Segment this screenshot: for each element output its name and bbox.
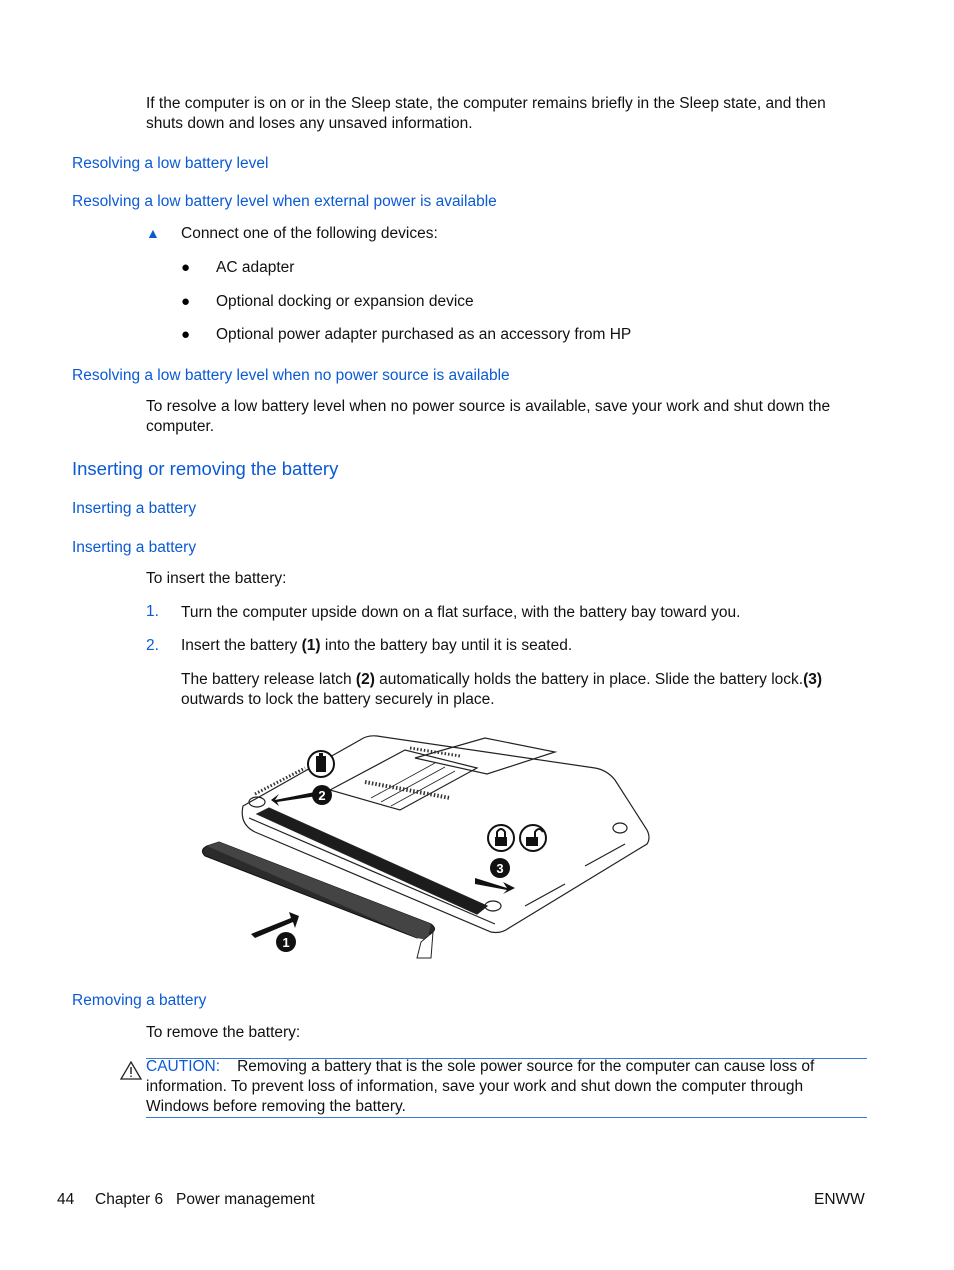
callout-2-label: 2 [318, 788, 326, 803]
callout-1 [276, 932, 296, 952]
no-power-line-1: To resolve a low battery level when no power source is available, save your work and shut down the [146, 398, 831, 415]
external-item-1: AC adapter [216, 259, 295, 276]
lock-icon [488, 825, 514, 851]
step-1-text: Turn the computer upside down on a flat surface, with the battery bay toward you. [181, 604, 741, 621]
triangle-bullet-icon: ▲ [146, 225, 160, 241]
external-item-2: Optional docking or expansion device [216, 293, 474, 310]
intro-line-2: shuts down and loses any unsaved information. [146, 115, 473, 132]
unlock-icon [520, 825, 546, 851]
step-2-text [181, 636, 572, 656]
step-2-note-line-2: outwards to lock the battery securely in place. [181, 691, 495, 708]
caution-rule-bottom [146, 1117, 867, 1118]
callout-2 [312, 785, 332, 805]
intro-line-1: If the computer is on or in the Sleep state, the computer remains briefly in the Sleep state, and then [146, 95, 826, 112]
caution-warning-icon [120, 1061, 142, 1080]
step-2-text-c: into the battery bay until it is seated. [320, 637, 573, 654]
lock-arrow-icon [475, 878, 515, 894]
external-lead: Connect one of the following devices: [181, 225, 438, 242]
heading-resolving-external: Resolving a low battery level when external power is available [72, 193, 497, 210]
step-2-callout: (1) [301, 637, 321, 654]
callout-1-label: 1 [282, 935, 290, 950]
bullet-dot-icon: ● [181, 259, 191, 276]
note-callout-2: (2) [355, 671, 375, 688]
step-2-text-a: Insert the battery [181, 637, 302, 654]
latch-arrow-icon [271, 792, 317, 806]
note-text-c: automatically holds the battery in place. Slide the battery lock. [374, 671, 804, 688]
heading-inserting-2: Inserting a battery [72, 539, 197, 556]
note-text-a: The battery release latch [181, 671, 356, 688]
caution-text [146, 1057, 867, 1117]
heading-removing: Removing a battery [72, 992, 207, 1009]
caution-line-2: information. To prevent loss of information, save your work and shut down the computer through [146, 1078, 804, 1095]
battery-bay [257, 808, 487, 914]
heading-resolving-no-power: Resolving a low battery level when no power source is available [72, 367, 510, 384]
battery-insertion-illustration [195, 728, 655, 968]
footer-chapter: Chapter 6 Power management [95, 1191, 315, 1208]
note-callout-3: (3) [803, 671, 823, 688]
top-panel [415, 738, 555, 774]
external-item-3: Optional power adapter purchased as an accessory from HP [216, 326, 632, 343]
step-2-note-line-1 [181, 670, 822, 690]
step-2-number: 2. [146, 637, 159, 654]
remove-intro: To remove the battery: [146, 1024, 301, 1041]
heading-inserting-1: Inserting a battery [72, 500, 197, 517]
insert-intro: To insert the battery: [146, 570, 287, 587]
heading-inserting-removing: Inserting or removing the battery [72, 458, 339, 479]
footer-page-number: 44 [57, 1191, 75, 1208]
battery-icon [308, 751, 334, 777]
caution-line-3: Windows before removing the battery. [146, 1098, 406, 1115]
no-power-line-2: computer. [146, 418, 215, 435]
step-2-note [181, 670, 822, 710]
intro-paragraph [146, 94, 826, 134]
caution-line-1-text: Removing a battery that is the sole power source for the computer can cause loss of [237, 1058, 815, 1075]
no-power-paragraph [146, 397, 830, 437]
footer-locale: ENWW [814, 1191, 865, 1208]
caution-line-1 [146, 1057, 867, 1077]
bullet-dot-icon: ● [181, 293, 191, 310]
bullet-dot-icon: ● [181, 326, 191, 343]
heading-resolving-low: Resolving a low battery level [72, 155, 269, 172]
callout-3-label: 3 [496, 861, 504, 876]
caution-label: CAUTION: [146, 1058, 221, 1075]
callout-3 [490, 858, 510, 878]
step-1-number: 1. [146, 603, 159, 620]
